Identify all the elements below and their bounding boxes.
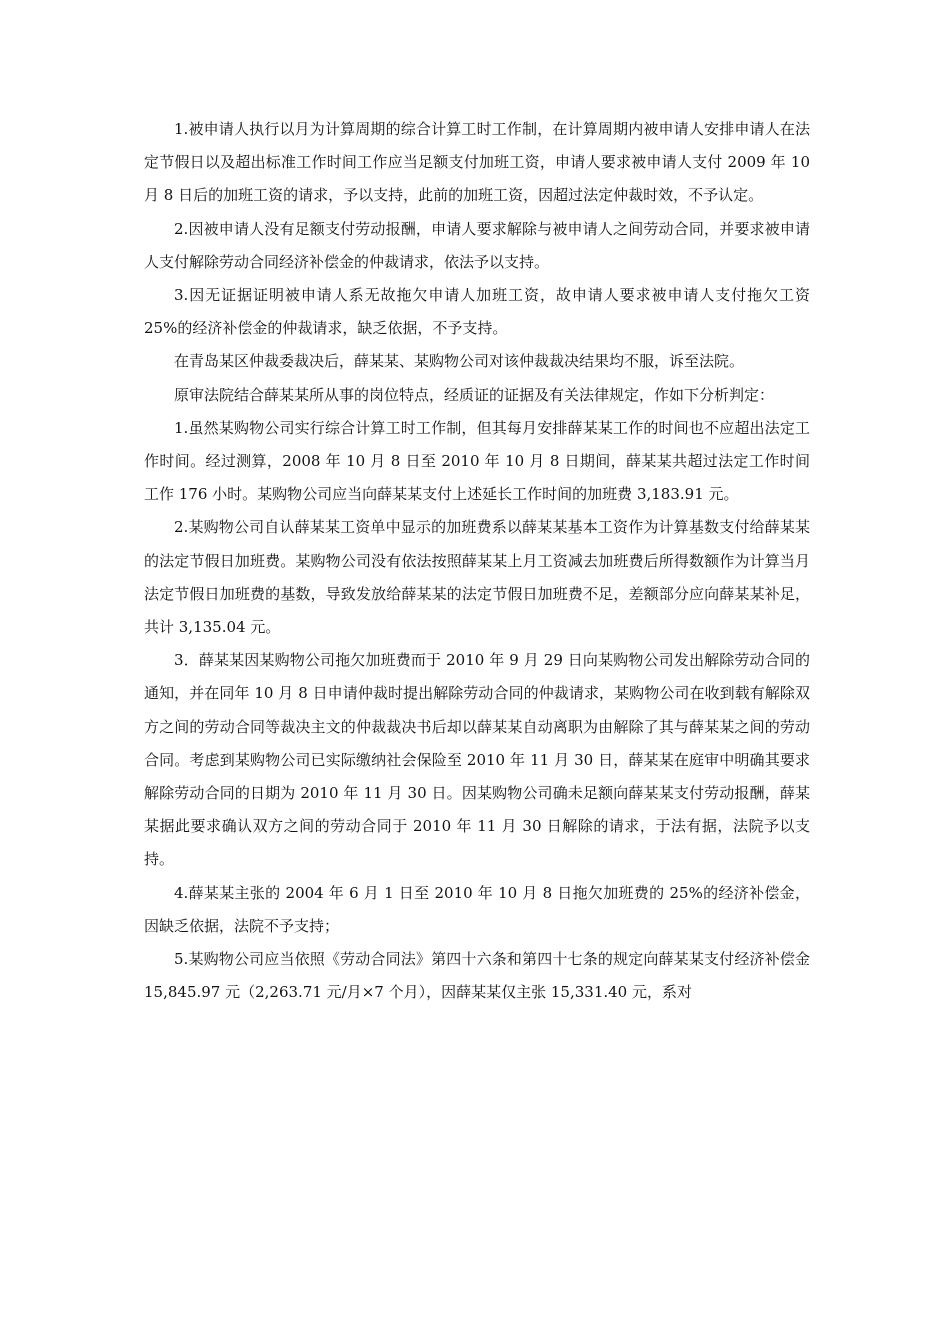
- paragraph-appeal: 在青岛某区仲裁委裁决后，薛某某、某购物公司对该仲裁裁决结果均不服，诉至法院。: [174, 352, 745, 371]
- paragraph-award-item-1: 1.被申请人执行以月为计算周期的综合计算工时工作制，在计算周期内被申请人安排申请人在法定节假日以及超出标准工作时间工作应当足额支付加班工资，申请人要求被申请人支付 2009 年 10 月 8 日后的加班工资的请求，予以支持，此前的加班工资，因超过法定仲裁时效，不予认定。: [144, 120, 810, 205]
- paragraph-award-item-3: 3.因无证据证明被申请人系无故拖欠申请人加班工资，故申请人要求被申请人支付拖欠工资 25%的经济补偿金的仲裁请求，缺乏依据，不予支持。: [144, 286, 810, 338]
- paragraph-analysis-item-5: 5.某购物公司应当依照《劳动合同法》第四十六条和第四十七条的规定向薛某某支付经济补偿金 15,845.97 元（2,263.71 元/月×7 个月），因薛某某仅主张 15,331.40 元，系对: [144, 950, 810, 1002]
- document-page: [144, 113, 810, 1009]
- paragraph-court-analysis-intro: 原审法院结合薛某某所从事的岗位特点，经质证的证据及有关法律规定，作如下分析判定：: [174, 385, 775, 404]
- paragraph-analysis-item-3: 3．薛某某因某购物公司拖欠加班费而于 2010 年 9 月 29 日向某购物公司发出解除劳动合同的通知，并在同年 10 月 8 日申请仲裁时提出解除劳动合同的仲裁请求，某购物公司在收到载有解除双方之间的劳动合同等裁决主文的仲裁裁决书后却以薛某某自动离职为由解除了其与薛某某之间的劳动合同。考虑到某购物公司已实际缴纳社会保险至 2010 年 11 月 30 日，薛某某在庭审中明确其要求解除劳动合同的日期为 2010 年 11 月 30 日。因某购物公司确未足额向薛某某支付劳动报酬，薛某某据此要求确认双方之间的劳动合同于 2010 年 11 月 30 日解除的请求，于法有据，法院予以支持。: [144, 651, 810, 869]
- paragraph-analysis-item-2: 2.某购物公司自认薛某某工资单中显示的加班费系以薛某某基本工资作为计算基数支付给薛某某的法定节假日加班费。某购物公司没有依法按照薛某某上月工资减去加班费后所得数额作为计算当月法定节假日加班费的基数，导致发放给薛某某的法定节假日加班费不足，差额部分应向薛某某补足，共计 3,135.04 元。: [144, 518, 810, 637]
- paragraph-award-item-2: 2.因被申请人没有足额支付劳动报酬，申请人要求解除与被申请人之间劳动合同，并要求被申请人支付解除劳动合同经济补偿金的仲裁请求，依法予以支持。: [144, 219, 810, 271]
- paragraph-analysis-item-1: 1.虽然某购物公司实行综合计算工时工作制，但其每月安排薛某某工作的时间也不应超出法定工作时间。经过测算，2008 年 10 月 8 日至 2010 年 10 月 8 日期间，薛某某共超过法定工作时间工作 176 小时。某购物公司应当向薛某某支付上述延长工作时间的加班费 3,183.91 元。: [144, 418, 810, 504]
- paragraph-analysis-item-4: 4.薛某某主张的 2004 年 6 月 1 日至 2010 年 10 月 8 日拖欠加班费的 25%的经济补偿金，因缺乏依据，法院不予支持；: [144, 883, 810, 935]
